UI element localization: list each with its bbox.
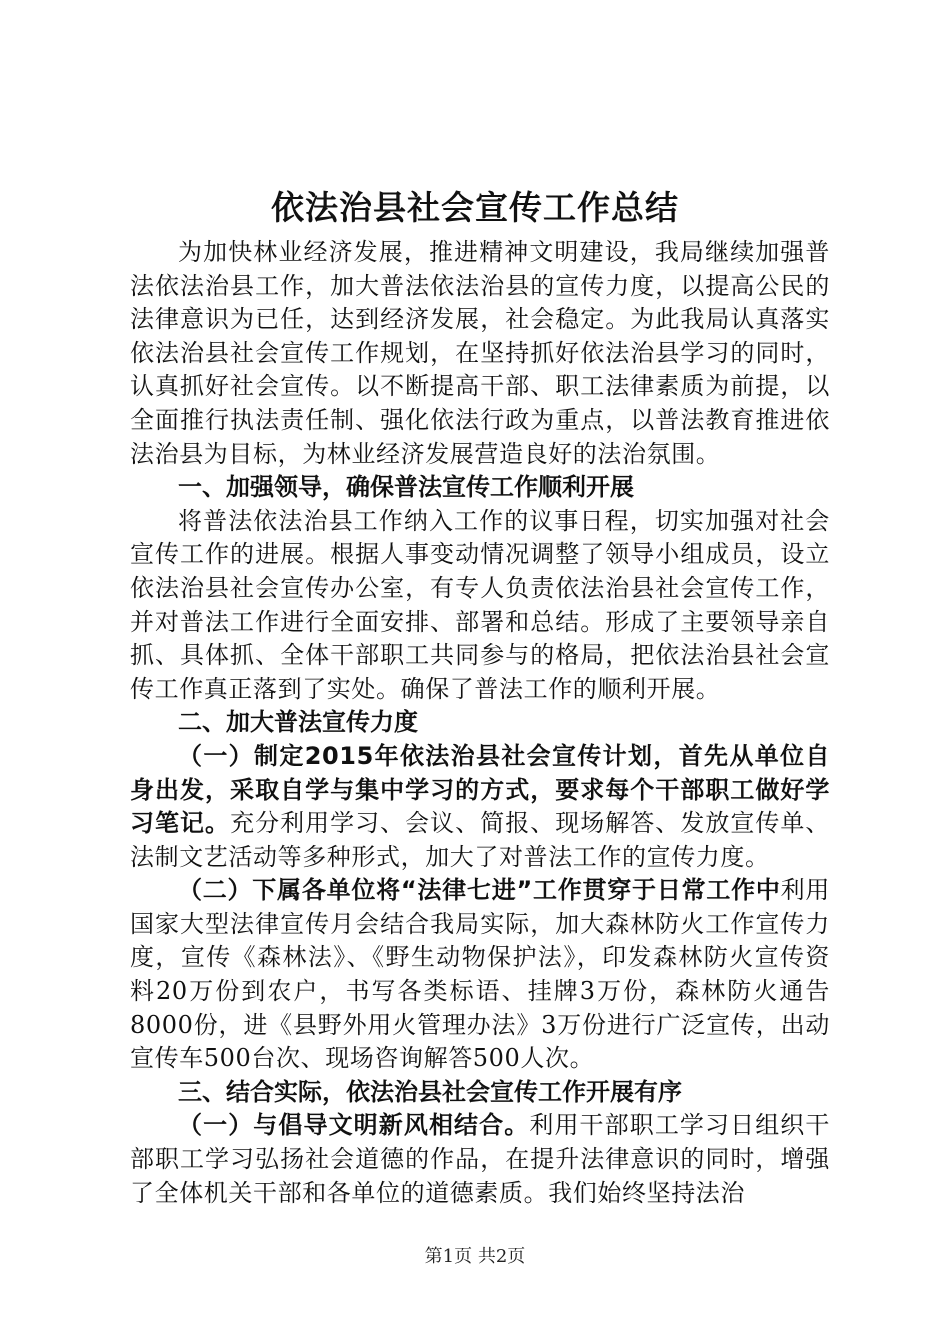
section-3-item-1-text: 利用干部职工学习日组织干部职工学习弘扬社会道德的作品，在提升法律意识的同时，增强了全体机关干部和各单位的道德素质。我们始终坚持法治	[130, 1111, 830, 1207]
document-title: 依法治县社会宣传工作总结	[271, 188, 679, 227]
section-3-item-1	[130, 1109, 830, 1210]
section-3-item-1-lead: （一）与倡导文明新风相结合。	[178, 1111, 530, 1140]
section-3-heading: 三、结合实际，依法治县社会宣传工作开展有序	[178, 1077, 682, 1106]
page-number-footer: 第1页 共2页	[424, 1246, 526, 1267]
document-body	[130, 236, 830, 1210]
section-2-item-1	[130, 740, 830, 874]
section-1-paragraph: 将普法依法治县工作纳入工作的议事日程，切实加强对社会宣传工作的进展。根据人事变动情况调整了领导小组成员，设立依法治县社会宣传办公室，有专人负责依法治县社会宣传工作，并对普法工作进行全面安排、部署和总结。形成了主要领导亲自抓、具体抓、全体干部职工共同参与的格局，把依法治县社会宣传工作真正落到了实处。确保了普法工作的顺利开展。	[130, 506, 830, 703]
section-2-item-1-lead: （一）制定2015年依法治县社会宣传计划，首先从单位自身出发，采取自学与集中学习的方式，要求每个干部职工做好学习笔记。	[130, 741, 830, 838]
intro-paragraph: 为加快林业经济发展，推进精神文明建设，我局继续加强普法依法治县工作，加大普法依法治县的宣传力度，以提高公民的法律意识为已任，达到经济发展，社会稳定。为此我局认真落实依法治县社会宣传工作规划，在坚持抓好依法治县学习的同时，认真抓好社会宣传。以不断提高干部、职工法律素质为前提，以全面推行执法责任制、强化依法行政为重点，以普法教育推进依法治县为目标，为林业经济发展营造良好的法治氛围。	[130, 238, 830, 468]
section-2-item-1-text: 充分利用学习、会议、简报、现场解答、发放宣传单、法制文艺活动等多种形式，加大了对普法工作的宣传力度。	[130, 809, 830, 871]
section-2-heading: 二、加大普法宣传力度	[178, 708, 418, 737]
section-2-item-2	[130, 874, 830, 1076]
section-2-item-2-lead: （二）下属各单位将“法律七进”工作贯穿于日常工作中	[178, 876, 781, 905]
section-2-item-2-text: 利用国家大型法律宣传月会结合我局实际，加大森林防火工作宣传力度，宣传《森林法》、《野生动物保护法》，印发森林防火宣传资料20万份到农户，书写各类标语、挂牌3万份，森林防火通告8000份，进《县野外用火管理办法》3万份进行广泛宣传，出动宣传车500台次、现场咨询解答500人次。	[130, 876, 831, 1073]
section-1-heading: 一、加强领导，确保普法宣传工作顺利开展	[178, 473, 634, 502]
